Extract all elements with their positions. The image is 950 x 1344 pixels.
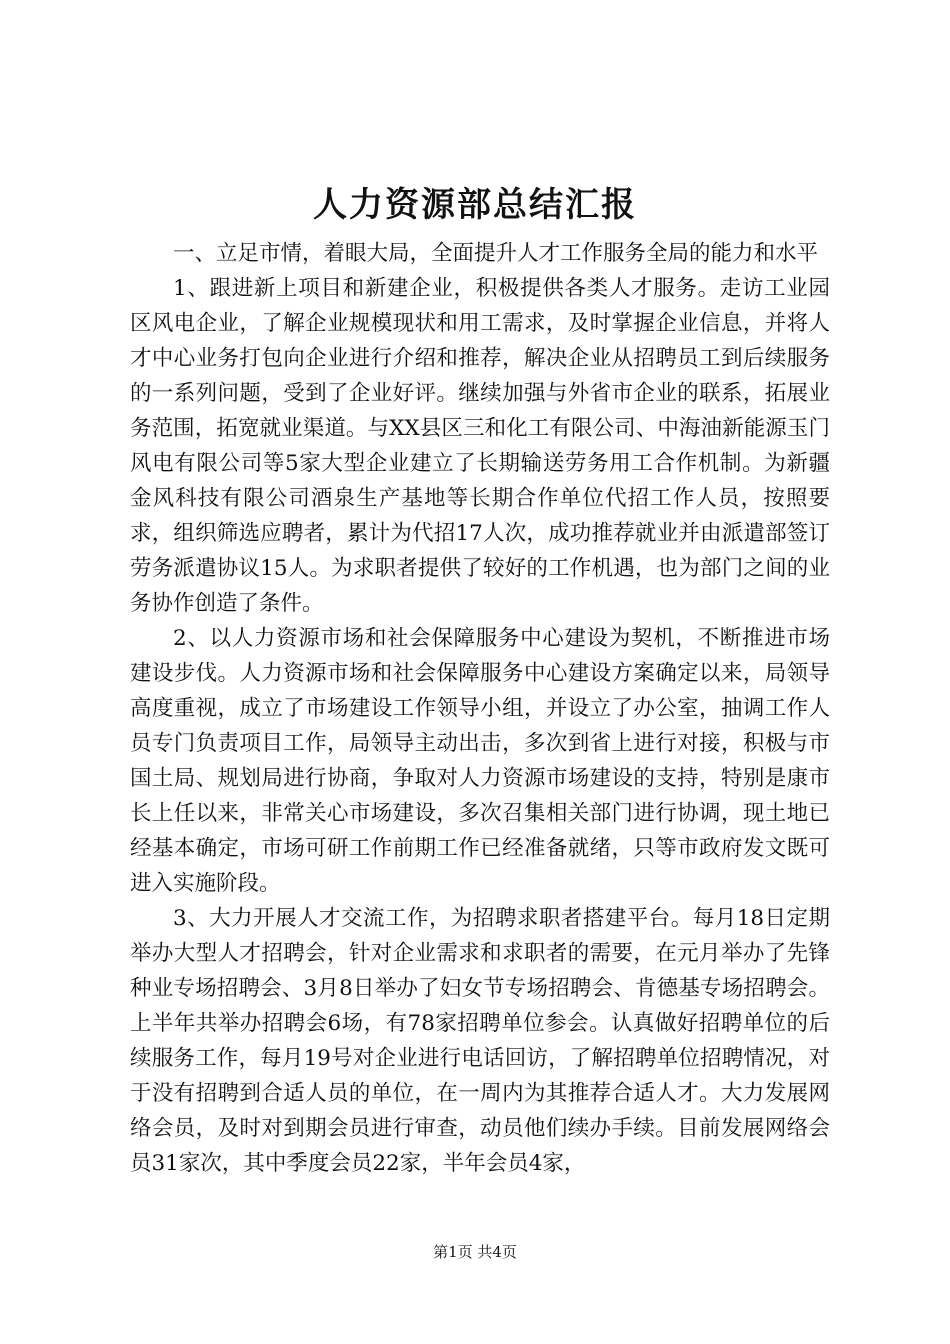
paragraph: 2、以人力资源市场和社会保障服务中心建设为契机，不断推进市场建设步伐。人力资源市场和社会保障服务中心建设方案确定以来，局领导高度重视，成立了市场建设工作领导小组，并设立了办公室，抽调工作人员专门负责项目工作，局领导主动出击，多次到省上进行对接，积极与市国土局、规划局进行协商，争取对人力资源市场建设的支持，特别是康市长上任以来，非常关心市场建设，多次召集相关部门进行协调，现土地已经基本确定，市场可研工作前期工作已经准备就绪，只等市政府发文既可进入实施阶段。 — [130, 626, 830, 896]
page-footer: 第1页 共4页 — [433, 1243, 517, 1261]
paragraph: 1、跟进新上项目和新建企业，积极提供各类人才服务。走访工业园区风电企业，了解企业规模现状和用工需求，及时掌握企业信息，并将人才中心业务打包向企业进行介绍和推荐，解决企业从招聘员工到后续服务的一系列问题，受到了企业好评。继续加强与外省市企业的联系，拓展业务范围，拓宽就业渠道。与XX县区三和化工有限公司、中海油新能源玉门风电有限公司等5家大型企业建立了长期输送劳务用工合作机制。为新疆金风科技有限公司酒泉生产基地等长期合作单位代招工作人员，按照要求，组织筛选应聘者，累计为代招17人次，成功推荐就业并由派遣部签订劳务派遣协议15人。为求职者提供了较好的工作机遇，也为部门之间的业务协作创造了条件。 — [130, 276, 830, 616]
paragraph: 3、大力开展人才交流工作，为招聘求职者搭建平台。每月18日定期举办大型人才招聘会，针对企业需求和求职者的需要，在元月举办了先锋种业专场招聘会、3月8日举办了妇女节专场招聘会、肯德基专场招聘会。上半年共举办招聘会6场，有78家招聘单位参会。认真做好招聘单位的后续服务工作，每月19号对企业进行电话回访，了解招聘单位招聘情况，对于没有招聘到合适人员的单位，在一周内为其推荐合适人才。大力发展网络会员，及时对到期会员进行审查，动员他们续办手续。目前发展网络会员31家次，其中季度会员22家，半年会员4家， — [130, 906, 830, 1176]
document-body — [130, 236, 830, 1181]
section-heading: 一、立足市情，着眼大局，全面提升人才工作服务全局的能力和水平 — [173, 241, 819, 266]
document-title: 人力资源部总结汇报 — [313, 185, 637, 225]
